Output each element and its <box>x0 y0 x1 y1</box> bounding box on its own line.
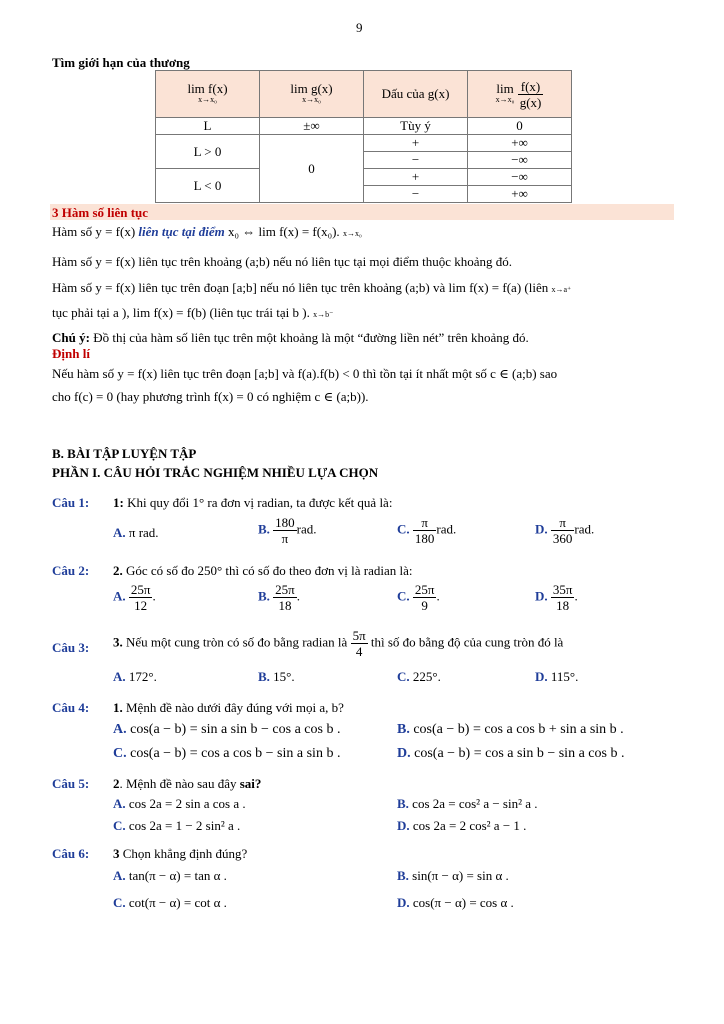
table-row <box>156 118 572 135</box>
q4-option-a[interactable]: A. cos(a − b) = sin a sin b − cos a cos b . <box>113 722 341 737</box>
table-header-row <box>156 71 572 118</box>
theorem-line-2: cho f(c) = 0 (hay phương trình f(x) = 0 có nghiệm c ∈ (a;b)). <box>52 389 369 404</box>
continuity-on-segment: Hàm số y = f(x) liên tục trên đoạn [a;b] nếu nó liên tục trên khoảng (a;b) và lim f(x) = f(a) (liên x→a⁺ <box>52 280 572 295</box>
cell-result: +∞ <box>468 135 572 152</box>
q6-option-a[interactable]: A. tan(π − α) = tan α . <box>113 868 227 883</box>
theorem-title: Định lí <box>52 346 90 361</box>
continuity-on-interval: Hàm số y = f(x) liên tục trên khoảng (a;b) nếu nó liên tục tại mọi điểm thuộc khoảng đó. <box>52 254 513 269</box>
question-2-text: 2. Góc có số đo 250° thì có số đo theo đơn vị là radian là: <box>113 563 413 578</box>
q5-option-c[interactable]: C. cos 2a = 1 − 2 sin² a . <box>113 818 241 833</box>
partB-title: B. BÀI TẬP LUYỆN TẬP <box>52 446 197 461</box>
cell-sign: Tùy ý <box>364 118 468 135</box>
q1-option-a[interactable]: A. π rad. <box>113 525 159 540</box>
header-lim-g: lim g(x) x→x₀ <box>260 71 364 118</box>
question-6-text: 3 Chọn khẳng định đúng? <box>113 846 248 861</box>
q3-option-c[interactable]: C. 225°. <box>397 669 441 684</box>
cell-sign: + <box>364 135 468 152</box>
q4-option-d[interactable]: D. cos(a − b) = cos a sin b − sin a cos b . <box>397 746 625 761</box>
continuity-right-left: tục phải tại a ), lim f(x) = f(b) (liên tục trái tại b ). x→b⁻ <box>52 305 334 320</box>
q6-option-d[interactable]: D. cos(π − α) = cos α . <box>397 895 514 910</box>
cell-result: 0 <box>468 118 572 135</box>
q2-option-c[interactable]: C. $\frac{25\pi}{9}$ . <box>397 582 440 613</box>
cell-sign: − <box>364 152 468 169</box>
cell-sign: + <box>364 169 468 186</box>
question-6-label: Câu 6: <box>52 846 90 861</box>
q5-option-a[interactable]: A. cos 2a = 2 sin a cos a . <box>113 796 246 811</box>
q1-option-c[interactable]: C. $\frac{\pi}{180}$ rad. <box>397 515 457 546</box>
cell-f: L < 0 <box>156 169 260 203</box>
question-3-label: Câu 3: <box>52 640 90 655</box>
question-5-label: Câu 5: <box>52 776 90 791</box>
limit-table <box>155 70 572 203</box>
q3-option-a[interactable]: A. 172°. <box>113 669 157 684</box>
partB-subtitle: PHẦN I. CÂU HỎI TRẮC NGHIỆM NHIỀU LỰA CHỌN <box>52 465 379 480</box>
question-4-label: Câu 4: <box>52 700 90 715</box>
note: Chú ý: Đồ thị của hàm số liên tục trên một khoảng là một “đường liền nét” trên khoảng đó. <box>52 330 529 345</box>
cell-result: +∞ <box>468 186 572 203</box>
cell-f: L > 0 <box>156 135 260 169</box>
q1-option-b[interactable]: B. $\frac{180}{\pi}$ rad. <box>258 515 317 546</box>
section3-title: 3 Hàm số liên tục <box>52 205 149 220</box>
continuity-at-point: Hàm số y = f(x) liên tục tại điểm x₀ ⇔ lim f(x) = f(x₀). x→x₀ <box>52 224 362 239</box>
q5-option-b[interactable]: B. cos 2a = cos² a − sin² a . <box>397 796 538 811</box>
header-sign-g: Dấu của g(x) <box>364 71 468 118</box>
header-lim-quotient: lim x→x₀ $\frac{f(x)}{g(x)}$ <box>468 71 572 118</box>
question-2-label: Câu 2: <box>52 563 90 578</box>
cell-result: −∞ <box>468 169 572 186</box>
cell-sign: − <box>364 186 468 203</box>
cell-g: 0 <box>260 135 364 203</box>
q1-option-d[interactable]: D. $\frac{\pi}{360}$ rad. <box>535 515 595 546</box>
q4-option-c[interactable]: C. cos(a − b) = cos a cos b − sin a sin b . <box>113 746 341 761</box>
question-4-text: 1. Mệnh đề nào dưới đây đúng với mọi a, b? <box>113 700 344 715</box>
page-number: 9 <box>356 20 363 35</box>
q6-option-c[interactable]: C. cot(π − α) = cot α . <box>113 895 227 910</box>
theorem-line-1: Nếu hàm số y = f(x) liên tục trên đoạn [a;b] và f(a).f(b) < 0 thì tồn tại ít nhất một số c ∈ (a;b) sao <box>52 366 558 381</box>
table-row <box>156 169 572 186</box>
q2-option-a[interactable]: A. $\frac{25\pi}{12}$ . <box>113 582 156 613</box>
question-3-text: 3. Nếu một cung tròn có số đo bằng radian là $\frac{5\pi}{4}$ thì số đo bằng độ của cung tròn đó là <box>113 628 564 659</box>
cell-f: L <box>156 118 260 135</box>
q2-option-b[interactable]: B. $\frac{25\pi}{18}$ . <box>258 582 300 613</box>
question-1-text: 1: Khi quy đổi 1° ra đơn vị radian, ta được kết quả là: <box>113 495 393 510</box>
quotient-title: Tìm giới hạn của thương <box>52 55 190 70</box>
cell-result: −∞ <box>468 152 572 169</box>
question-1-label: Câu 1: <box>52 495 90 510</box>
q3-option-d[interactable]: D. 115°. <box>535 669 579 684</box>
header-lim-f: lim f(x) x→x₀ <box>156 71 260 118</box>
question-5-text: 2. Mệnh đề nào sau đây sai? <box>113 776 262 791</box>
cell-g: ±∞ <box>260 118 364 135</box>
q6-option-b[interactable]: B. sin(π − α) = sin α . <box>397 868 509 883</box>
q2-option-d[interactable]: D. $\frac{35\pi}{18}$ . <box>535 582 578 613</box>
q4-option-b[interactable]: B. cos(a − b) = cos a cos b + sin a sin b . <box>397 722 624 737</box>
table-row <box>156 135 572 152</box>
q3-option-b[interactable]: B. 15°. <box>258 669 295 684</box>
q5-option-d[interactable]: D. cos 2a = 2 cos² a − 1 . <box>397 818 527 833</box>
